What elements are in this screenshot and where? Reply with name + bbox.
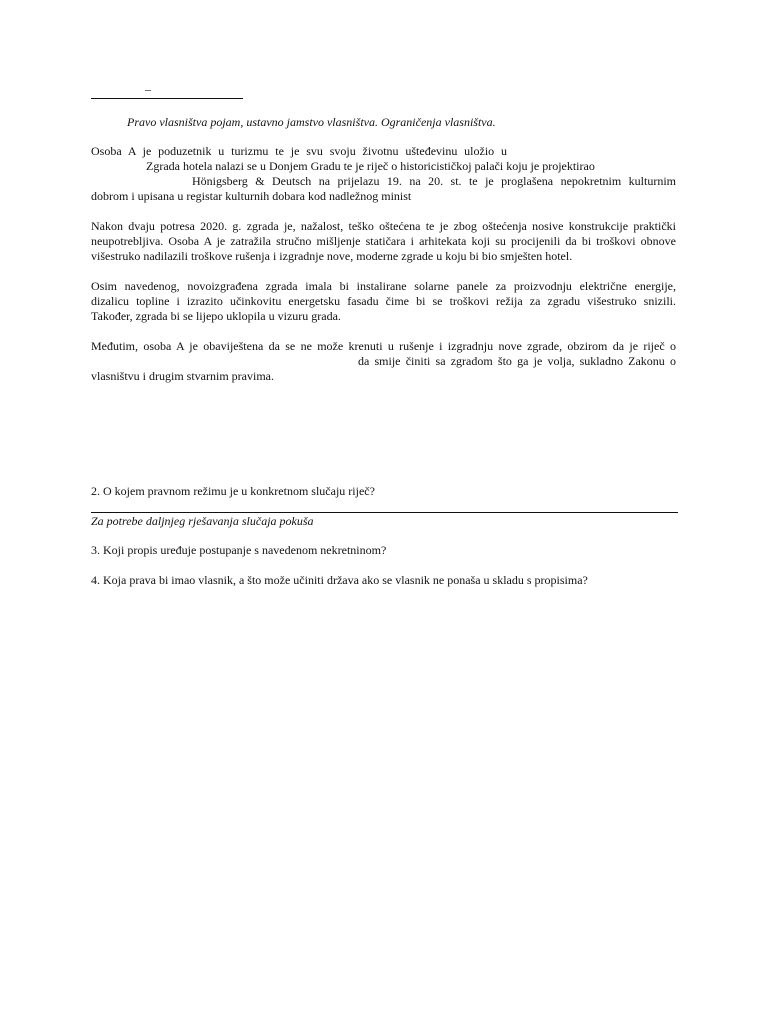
section-note: Za potrebe daljnjeg rješavanja slučaja pokuša — [91, 514, 314, 528]
paragraph-1-line-4: dobrom i upisana u registar kulturnih dobara kod nadležnog minist — [91, 189, 412, 203]
paragraph-3-line-2: dizalicu topline i izrazito učinkovitu energetsku fasadu čime bi se troškovi režija za zgradu višestruko snizili. — [91, 294, 676, 308]
question-3: 3. Koji propis uređuje postupanje s navedenom nekretninom? — [91, 543, 387, 557]
question-2-separator — [91, 512, 678, 513]
paragraph-3-line-3: Također, zgrada bi se lijepo uklopila u vizuru grada. — [91, 309, 341, 323]
paragraph-4-line-1: Međutim, osoba A je obaviještena da se ne može krenuti u rušenje i izgradnju nove zgrade, obzirom da je riječ o — [91, 339, 676, 353]
paragraph-1-line-2: Zgrada hotela nalazi se u Donjem Gradu te je riječ o historicističkoj palači koju je projektirao — [146, 159, 595, 173]
paragraph-4-line-3: vlasništvu i drugim stvarnim pravima. — [91, 369, 274, 383]
paragraph-4-line-2: da smije činiti sa zgradom što ga je volja, sukladno Zakonu o — [358, 354, 676, 368]
paragraph-2-line-2: neupotrebljiva. Osoba A je zatražila stručno mišljenje statičara i arhitekata koji su procijenili da bi troškovi obnove — [91, 234, 676, 248]
paragraph-1-line-3: Hönigsberg & Deutsch na prijelazu 19. na 20. st. te je proglašena nepokretnim kulturnim — [192, 174, 676, 188]
paragraph-2-line-1: Nakon dvaju potresa 2020. g. zgrada je, nažalost, teško oštećena te je zbog oštećenja nosive konstrukcije praktički — [91, 219, 676, 233]
header-underline — [91, 98, 243, 99]
paragraph-3-line-1: Osim navedenog, novoizgrađena zgrada imala bi instalirane solarne panele za proizvodnju električne energije, — [91, 279, 676, 293]
header-dash: – — [145, 82, 151, 96]
question-2: 2. O kojem pravnom režimu je u konkretnom slučaju riječ? — [91, 484, 375, 498]
paragraph-2-line-3: višestruko nadilazili troškove rušenja i izgradnje nove, moderne zgrade u koju bi bio smješten hotel. — [91, 249, 573, 263]
question-4: 4. Koja prava bi imao vlasnik, a što može učiniti država ako se vlasnik ne ponaša u skladu s propisima? — [91, 573, 588, 587]
document-subtitle: Pravo vlasništva pojam, ustavno jamstvo vlasništva. Ograničenja vlasništva. — [127, 115, 496, 129]
paragraph-1-line-1: Osoba A je poduzetnik u turizmu te je svu svoju životnu ušteđevinu uložio u — [91, 144, 507, 158]
